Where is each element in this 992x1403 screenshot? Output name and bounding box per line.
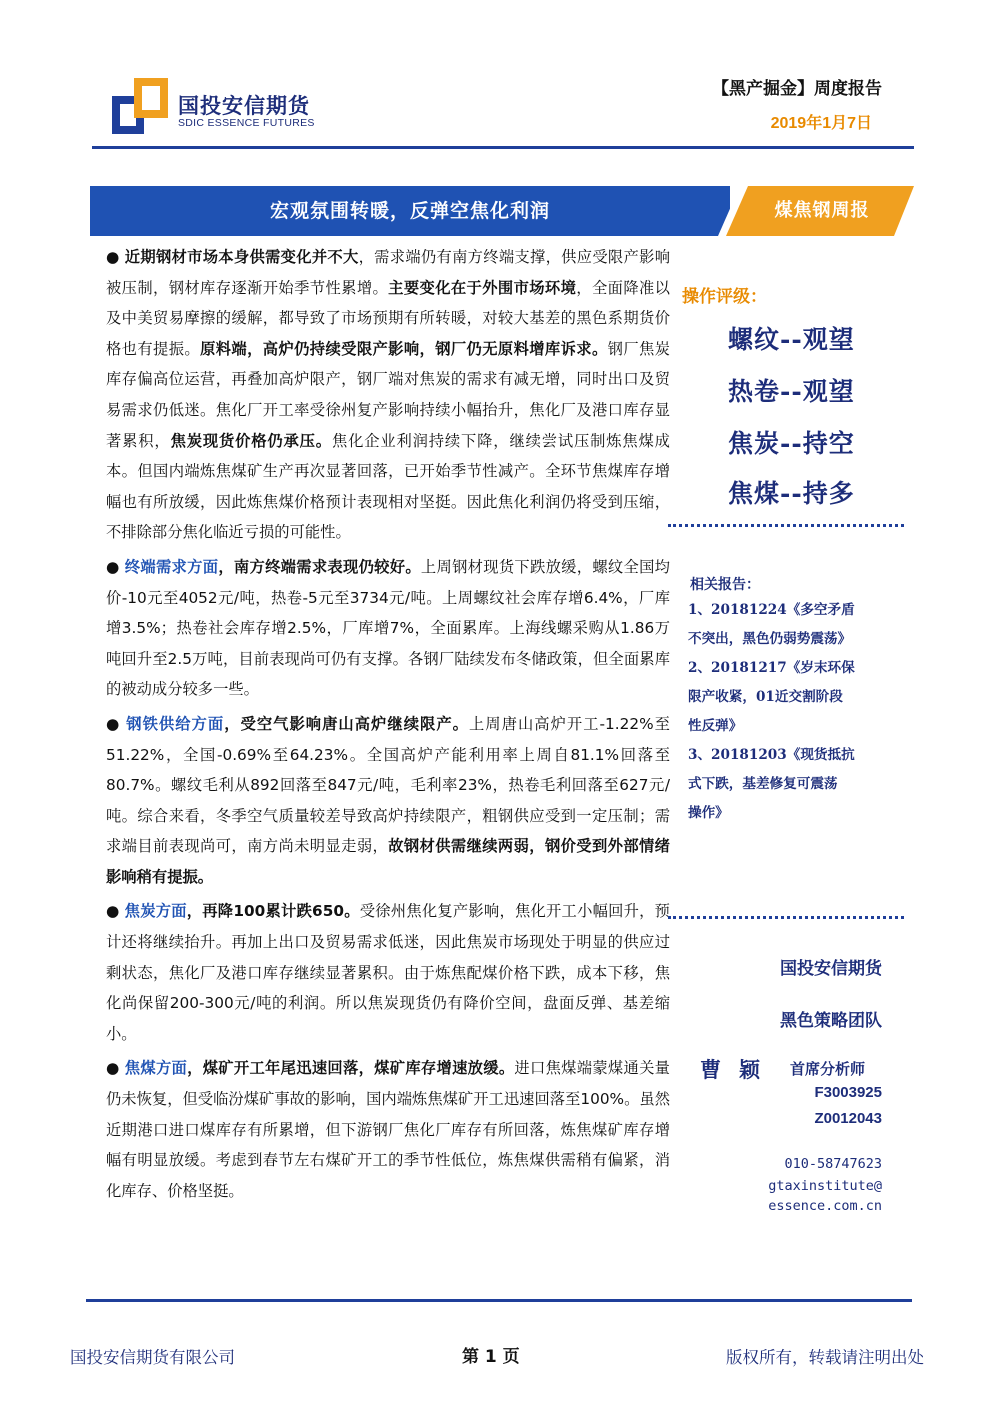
analyst-cert-2: Z0012043	[814, 1110, 882, 1127]
bullet: ●	[106, 248, 125, 266]
page-number: 第 1 页	[462, 1347, 520, 1367]
summary-highlight-2: 主要变化在于外围市场环境	[388, 278, 577, 297]
related-reports-list	[688, 596, 908, 828]
supply-paragraph	[106, 709, 670, 893]
related-report-line: 式下跌，基差修复可震荡	[688, 776, 838, 792]
footer-copyright: 版权所有，转载请注明出处	[726, 1348, 924, 1367]
related-report-line: 2、20181217《岁末环保	[688, 660, 855, 676]
related-report-line: 1、20181224《多空矛盾	[688, 602, 855, 618]
bullet: ●	[106, 714, 127, 733]
coking-coal-text: 进口焦煤端蒙煤通关量仍未恢复，但受临汾煤矿事故的影响，国内端炼焦煤矿开工迅速回落至100%。虽然近期港口进口煤库存有所累增，但下游钢厂焦化厂库存有所回落，炼焦煤矿库存增幅有明显放缓。考虑到春节左右煤矿开工的季节性低位，炼焦煤供需稍有偏紧，消化库存、价格坚挺。	[106, 1059, 670, 1200]
related-report-link[interactable]	[688, 596, 908, 654]
coking-coal-paragraph	[106, 1053, 670, 1206]
team-company: 国投安信期货	[780, 959, 882, 979]
summary-text-3: 钢厂焦炭库存偏高位运营，再叠加高炉限产，钢厂端对焦炭的需求有减无增，同时出口及贸易需求仍低迷。焦化厂开工率受徐州复产影响持续小幅抬升，焦化厂及港口库存显著累积，	[106, 339, 670, 450]
summary-highlight-1: 近期钢材市场本身供需变化并不大	[124, 248, 359, 266]
coke-text: 受徐州焦化复产影响，焦化开工小幅回升，预计还将继续抬升。再加上出口及贸易需求低迷，因此焦炭市场现处于明显的供应过剩状态，焦化厂及港口库存继续显著累积。由于炼焦配煤价格下跌，成本下移，焦化尚保留200-300元/吨的利润。所以焦炭现货仍有降价空间，盘面反弹、基差缩小。	[106, 902, 670, 1043]
rating-rebar: 螺纹--观望	[728, 325, 855, 354]
coking-coal-highlight: ，煤矿开工年尾迅速回落，煤矿库存增速放缓。	[187, 1059, 515, 1078]
rating-coke: 焦炭--持空	[728, 429, 855, 458]
analyst-title: 首席分析师	[790, 1060, 866, 1078]
summary-text-2: ，全面降准以及中美贸易摩擦的缓解，都导致了市场预期有所转暖，对较大基差的黑色系期货价格也有提振。	[106, 278, 670, 358]
related-report-line: 性反弹》	[688, 718, 743, 734]
related-report-line: 3、20181203《现货抵抗	[688, 747, 855, 763]
summary-text-1: ，需求端仍有南方终端支撑，供应受限产影响被压制，钢材库存逐渐开始季节性累增。	[106, 248, 670, 297]
rating-title: 操作评级：	[682, 287, 767, 307]
sidebar-divider	[668, 916, 904, 919]
related-report-line: 不突出，黑色仍弱势震荡》	[688, 631, 852, 647]
related-report-line: 操作》	[688, 805, 729, 821]
header-divider	[92, 146, 914, 149]
analyst-email-line-1[interactable]: gtaxinstitute@	[768, 1178, 882, 1194]
team-name: 黑色策略团队	[780, 1011, 882, 1031]
report-category-tag: 煤焦钢周报	[774, 200, 870, 221]
coking-coal-heading: 焦煤方面	[124, 1059, 188, 1078]
supply-conclusion: 故钢材供需继续两弱，钢价受到外部情绪影响稍有提振。	[106, 837, 670, 886]
demand-text: 上周钢材现货下跌放缓，螺纹全国均价-10元至4052元/吨，热卷-5元至3734元/吨。上周螺纹社会库存增6.4%，厂库增3.5%；热卷社会库存增2.5%，厂库增7%，全面累库。上海线螺采购从1.86万吨回升至2.5万吨，目前表现尚可仍有支撑。各钢厂陆续发布冬储政策，但全面累库的被动成分较多一些。	[106, 557, 670, 699]
summary-highlight-3: 原料端，高炉仍持续受限产影响，钢厂仍无原料增库诉求。	[200, 339, 608, 358]
supply-text: 上周唐山高炉开工-1.22%至51.22%，全国-0.69%至64.23%。全国高炉产能利用率上周自81.1%回落至80.7%。螺纹毛利从892回落至847元/吨，毛利率23%，热卷毛利回落至627元/吨。综合来看，冬季空气质量较差导致高炉持续限产，粗钢供应受到一定压制；需求端目前表现尚可，南方尚未明显走弱，	[106, 714, 670, 856]
report-type: 【黑产掘金】周度报告	[712, 79, 882, 99]
company-logo-icon	[112, 78, 168, 134]
analyst-email-line-2[interactable]: essence.com.cn	[768, 1198, 882, 1214]
report-date: 2019年1月7日	[770, 115, 872, 132]
related-report-link[interactable]	[688, 654, 908, 741]
coke-highlight: ，再降100累计跌650。	[186, 902, 360, 921]
rating-coking-coal: 焦煤--持多	[728, 479, 855, 508]
analyst-cert-1: F3003925	[814, 1084, 882, 1101]
demand-heading: 终端需求方面	[124, 557, 219, 576]
summary-highlight-4: 焦炭现货价格仍承压。	[170, 431, 332, 450]
analyst-name: 曹颖	[700, 1058, 778, 1082]
bullet: ●	[106, 557, 125, 576]
summary-paragraph	[106, 242, 670, 548]
logo-english-name: SDIC ESSENCE FUTURES	[178, 117, 315, 129]
supply-heading: 钢铁供给方面	[126, 714, 225, 733]
related-report-link[interactable]	[688, 741, 908, 828]
summary-text-4: 焦化企业利润持续下降，继续尝试压制炼焦煤成本。但国内端炼焦煤矿生产再次显著回落，已开始季节性减产。全环节焦煤库存增幅也有所放缓，因此炼焦煤价格预计表现相对坚挺。因此焦化利润仍将受到压缩，不排除部分焦化临近亏损的可能性。	[106, 431, 670, 542]
report-body	[106, 242, 670, 1210]
related-reports-title: 相关报告：	[690, 577, 760, 593]
supply-highlight: ，受空气影响唐山高炉继续限产。	[224, 714, 469, 733]
logo-chinese-name: 国投安信期货	[178, 94, 310, 118]
footer-divider	[86, 1299, 912, 1302]
related-report-line: 限产收紧，01近交割阶段	[688, 689, 843, 705]
report-title: 宏观氛围转暖，反弹空焦化利润	[269, 200, 550, 222]
demand-paragraph	[106, 552, 670, 705]
footer-company: 国投安信期货有限公司	[70, 1348, 235, 1367]
sidebar-divider	[668, 524, 904, 527]
rating-hot-coil: 热卷--观望	[728, 377, 855, 406]
demand-highlight: ，南方终端需求表现仍较好。	[218, 557, 421, 576]
bullet: ●	[106, 902, 125, 921]
bullet: ●	[106, 1059, 125, 1078]
coke-paragraph	[106, 896, 670, 1049]
coke-heading: 焦炭方面	[124, 902, 187, 921]
analyst-phone: 010-58747623	[784, 1156, 882, 1172]
